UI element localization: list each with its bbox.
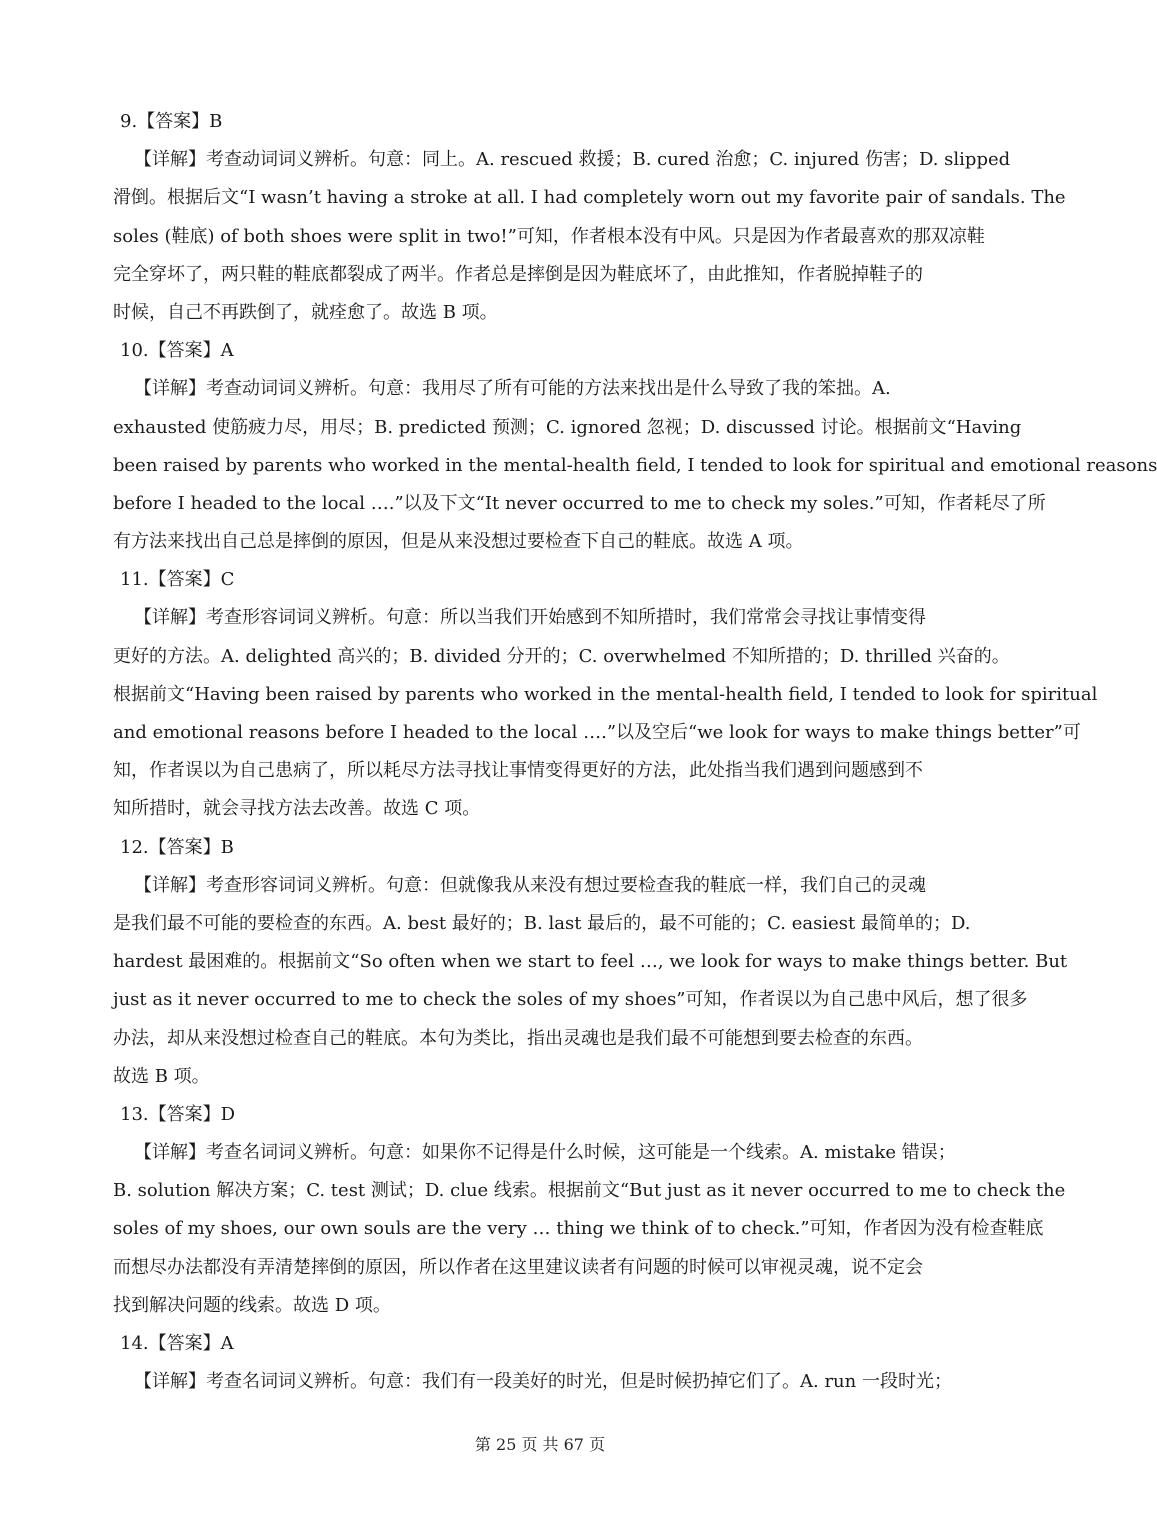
explanation-line: 更好的方法。A. delighted 高兴的；B. divided 分开的；C. overwhelmed 不知所措的；D. thrilled 兴奋的。 (113, 645, 1010, 667)
explanation-line: 【详解】考查形容词词义辨析。句意：但就像我从来没有想过要检查我的鞋底一样，我们自己的灵魂 (134, 874, 926, 896)
explanation-line: exhausted 使筋疲力尽，用尽；B. predicted 预测；C. ignored 忽视；D. discussed 讨论。根据前文“Having (113, 416, 1022, 438)
answer-heading: 12.【答案】B (120, 836, 234, 858)
explanation-line: 有方法来找出自己总是摔倒的原因，但是从来没想过要检查下自己的鞋底。故选 A 项。 (113, 531, 804, 553)
explanation-line: 是我们最不可能的要检查的东西。A. best 最好的；B. last 最后的，最不可能的；C. easiest 最简单的；D. (113, 912, 971, 934)
answer-item (113, 332, 1157, 561)
explanation-line: 而想尽办法都没有弄清楚摔倒的原因，所以作者在这里建议读者有问题的时候可以审视灵魂，说不定会 (113, 1256, 923, 1278)
answer-heading: 11.【答案】C (120, 569, 235, 591)
answer-explanations (113, 103, 1157, 1401)
answer-heading: 14.【答案】A (120, 1333, 234, 1354)
answer-item (113, 1325, 968, 1401)
explanation-line: B. solution 解决方案；C. test 测试；D. clue 线索。根据前文“But just as it never occurred to me to check the (113, 1180, 1066, 1202)
answer-heading: 13.【答案】D (120, 1103, 236, 1125)
explanation-line: 【详解】考查名词词义辨析。句意：如果你不记得是什么时候，这可能是一个线索。A. mistake 错误； (134, 1142, 956, 1164)
explanation-line: 根据前文“Having been raised by parents who worked in the mental-health field, I tended to look for spiritual (113, 683, 1098, 705)
explanation-line: soles of my shoes, our own souls are the very … thing we think of to check.”可知，作者因为没有检查鞋底 (113, 1218, 1044, 1240)
answer-item (113, 103, 1066, 332)
explanation-line: 故选 B 项。 (113, 1065, 210, 1087)
explanation-line: soles (鞋底) of both shoes were split in two!”可知，作者根本没有中风。只是因为作者最喜欢的那双凉鞋 (113, 225, 985, 247)
answer-heading: 10.【答案】A (120, 340, 234, 362)
explanation-line: 【详解】考查动词词义辨析。句意：我用尽了所有可能的方法来找出是什么导致了我的笨拙。A. (134, 378, 891, 400)
explanation-line: 找到解决问题的线索。故选 D 项。 (113, 1294, 391, 1316)
page-footer (0, 1433, 1080, 1457)
explanation-line: 【详解】考查形容词词义辨析。句意：所以当我们开始感到不知所措时，我们常常会寻找让事情变得 (134, 607, 926, 629)
explanation-line: 【详解】考查动词词义辨析。句意：同上。A. rescued 救援；B. cured 治愈；C. injured 伤害；D. slipped (134, 149, 1011, 171)
page-number: 第 25 页 共 67 页 (474, 1435, 606, 1454)
explanation-line: 时候，自己不再跌倒了，就痊愈了。故选 B 项。 (113, 301, 498, 323)
explanation-line: 滑倒。根据后文“I wasn’t having a stroke at all. I had completely worn out my favorite pair of sandals. The (113, 187, 1066, 209)
explanation-line: been raised by parents who worked in the mental-health field, I tended to look for spiritual and emotional reasons (113, 454, 1157, 476)
explanation-line: 知所措时，就会寻找方法去改善。故选 C 项。 (113, 798, 481, 820)
explanation-line: before I headed to the local ….”以及下文“It never occurred to me to check my soles.”可知，作者耗尽了所 (113, 492, 1046, 514)
explanation-line: hardest 最困难的。根据前文“So often when we start to feel …, we look for ways to make things better. But (113, 951, 1068, 973)
explanation-line: just as it never occurred to me to check the soles of my shoes”可知，作者误以为自己患中风后，想了很多 (113, 989, 1028, 1011)
explanation-line: 知，作者误以为自己患病了，所以耗尽方法寻找让事情变得更好的方法，此处指当我们遇到问题感到不 (113, 760, 923, 782)
explanation-line: 完全穿坏了，两只鞋的鞋底都裂成了两半。作者总是摔倒是因为鞋底坏了，由此推知，作者脱掉鞋子的 (113, 263, 923, 285)
explanation-line: 【详解】考查名词词义辨析。句意：我们有一段美好的时光，但是时候扔掉它们了。A. run 一段时光； (134, 1371, 952, 1393)
answer-heading: 9.【答案】B (120, 111, 223, 132)
explanation-line: 办法，却从来没想过检查自己的鞋底。本句为类比，指出灵魂也是我们最不可能想到要去检查的东西。 (113, 1027, 923, 1049)
answer-item (113, 1096, 1066, 1325)
answer-item (113, 561, 1098, 828)
answer-item (113, 829, 1068, 1096)
explanation-line: and emotional reasons before I headed to the local ….”以及空后“we look for ways to make things better”可 (113, 722, 1081, 743)
